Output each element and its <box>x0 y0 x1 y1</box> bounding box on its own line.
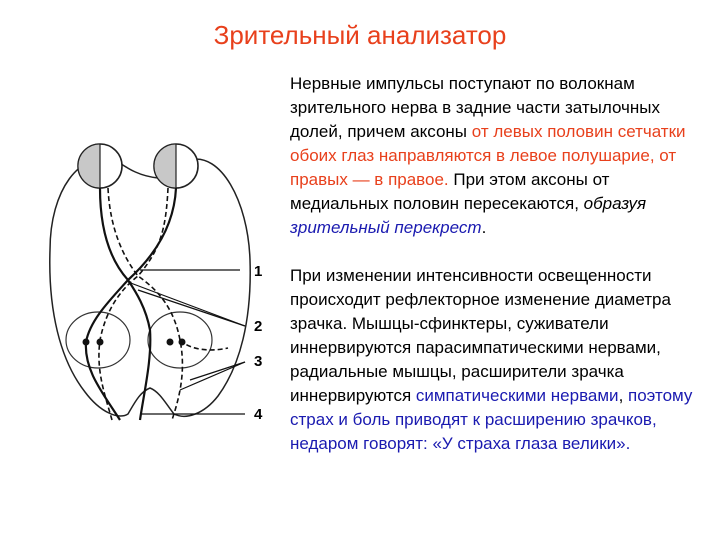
p1-middle: При этом аксоны от медиальных половин пересекаются, <box>290 170 610 213</box>
p1-end: . <box>481 218 487 237</box>
p1-italic: образуя <box>583 194 647 213</box>
p2-highlight-blue: симпатическими нервами <box>415 386 619 405</box>
p2-highlight-blue-2: поэтому страх и боль приводят к расширению зрачков, недаром говорят: «У страха глаза велики». <box>290 386 693 453</box>
p1-highlight-blue: зрительный перекрест <box>290 218 482 237</box>
paragraph-gap <box>290 240 710 264</box>
solid-pathways <box>86 188 176 420</box>
paragraph-2 <box>290 264 710 456</box>
p2-intro: При изменении интенсивности освещенности происходит рефлекторное изменение диаметра зрачка. Мышцы-сфинктеры, суживатели иннервируются парасимпатическими нервами, радиальные мышцы, расширители зрачка иннервируются <box>290 266 671 405</box>
label-3: 3 <box>254 353 263 370</box>
left-eye <box>78 144 122 188</box>
paragraph-1 <box>290 72 710 240</box>
right-eye <box>154 144 198 188</box>
dashed-pathways <box>99 188 228 420</box>
label-2: 2 <box>254 318 263 335</box>
label-1: 1 <box>254 263 263 280</box>
p2-comma: , <box>618 386 629 405</box>
label-4: 4 <box>254 406 263 423</box>
p1-intro: Нервные импульсы поступают по волокнам зрительного нерва в задние части затылочных долей, причем аксоны <box>290 74 661 141</box>
body-text <box>290 72 710 456</box>
brain-outline <box>50 158 250 416</box>
slide-title: Зрительный анализатор <box>213 20 507 50</box>
synapse-dots <box>83 339 186 346</box>
visual-pathway-diagram <box>40 130 280 430</box>
p1-highlight-red: от левых половин сетчатки обоих глаз направляются в левое полушарие, от правых — в правое. <box>290 122 686 189</box>
